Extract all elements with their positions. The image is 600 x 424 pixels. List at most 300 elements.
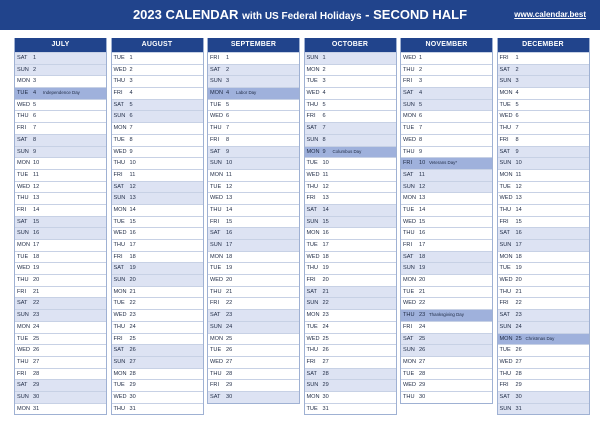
day-of-week: SAT (499, 312, 510, 319)
day-number: 1 (515, 55, 519, 61)
day-row (305, 368, 396, 380)
day-row (15, 309, 106, 321)
day-of-week: FRI (306, 358, 316, 365)
day-number: 6 (322, 113, 326, 120)
title-main: 2023 CALENDAR (132, 7, 239, 22)
day-of-week: SAT (113, 265, 124, 272)
day-number: 23 (226, 312, 233, 319)
day-row (498, 286, 589, 298)
day-of-week: WED (210, 358, 224, 365)
day-of-week: TUE (499, 183, 511, 190)
day-of-week: TUE (306, 323, 318, 330)
day-of-week: MON (17, 242, 31, 248)
day-number: 18 (33, 253, 40, 260)
day-of-week: THU (403, 148, 415, 155)
day-of-week: TUE (210, 347, 222, 354)
day-row (208, 251, 299, 263)
day-row (401, 75, 492, 87)
day-number: 2 (33, 66, 37, 73)
day-row (401, 134, 492, 146)
day-number: 13 (33, 195, 40, 202)
day-number: 19 (129, 265, 136, 272)
day-row (112, 227, 203, 239)
day-number: 20 (322, 277, 329, 284)
day-row (498, 379, 589, 391)
day-row (401, 52, 492, 64)
day-of-week: FRI (403, 242, 413, 248)
day-number: 13 (322, 195, 329, 202)
day-number: 3 (322, 78, 326, 85)
day-number: 25 (226, 335, 233, 342)
day-row (208, 309, 299, 321)
day-row (15, 64, 106, 76)
month-august (111, 38, 204, 415)
month-header: JULY (15, 38, 106, 52)
day-row (112, 286, 203, 298)
day-of-week: TUE (210, 101, 222, 108)
day-of-week: WED (499, 358, 513, 365)
day-number: 21 (226, 288, 233, 295)
day-of-week: THU (499, 370, 511, 377)
day-of-week: FRI (306, 195, 316, 202)
day-of-week: SUN (499, 160, 512, 167)
day-number: 29 (322, 382, 329, 389)
day-row (208, 262, 299, 274)
day-number: 4 (322, 90, 326, 97)
day-row (305, 169, 396, 181)
day-of-week: WED (499, 113, 513, 120)
day-of-week: SUN (210, 78, 222, 85)
day-row (208, 157, 299, 169)
day-of-week: MON (210, 90, 224, 97)
day-of-week: FRI (210, 300, 220, 307)
month-november (400, 38, 493, 404)
day-row (112, 262, 203, 274)
day-number: 9 (515, 148, 519, 155)
day-row (15, 251, 106, 263)
day-number: 5 (419, 101, 423, 108)
day-number: 16 (129, 230, 136, 237)
day-row (498, 169, 589, 181)
day-number: 18 (322, 253, 329, 260)
day-row (305, 379, 396, 391)
day-number: 13 (419, 195, 426, 202)
day-number: 28 (33, 370, 40, 377)
day-number: 1 (33, 55, 37, 61)
day-row (498, 251, 589, 263)
day-of-week: SUN (210, 242, 222, 248)
day-number: 22 (129, 300, 136, 307)
day-number: 4 (515, 90, 519, 97)
day-row (498, 52, 589, 64)
day-of-week: FRI (210, 218, 220, 225)
day-number: 4 (419, 90, 423, 97)
day-number: 12 (226, 183, 233, 190)
day-of-week: SUN (403, 347, 415, 354)
day-of-week: FRI (499, 382, 509, 389)
day-of-week: THU (113, 405, 125, 412)
day-of-week: WED (403, 55, 417, 61)
day-number: 31 (322, 405, 329, 412)
day-of-week: SAT (306, 370, 317, 377)
day-number: 13 (129, 195, 136, 202)
day-row (15, 157, 106, 169)
day-row (305, 52, 396, 64)
day-number: 11 (226, 171, 232, 178)
day-row (498, 216, 589, 228)
month-july (14, 38, 107, 415)
day-number: 26 (129, 347, 136, 354)
day-of-week: TUE (403, 288, 415, 295)
day-number: 17 (515, 242, 522, 248)
day-of-week: MON (306, 66, 320, 73)
day-row (15, 146, 106, 158)
day-row (15, 75, 106, 87)
day-number: 4 (129, 90, 133, 97)
day-number: 18 (515, 253, 522, 260)
day-row (112, 344, 203, 356)
day-of-week: FRI (210, 136, 220, 143)
day-row (305, 99, 396, 111)
day-of-week: TUE (403, 125, 415, 132)
day-of-week: WED (210, 277, 224, 284)
day-row (112, 169, 203, 181)
day-number: 23 (419, 312, 426, 319)
day-of-week: WED (113, 66, 127, 73)
day-row (112, 251, 203, 263)
day-of-week: SAT (17, 300, 28, 307)
day-number: 22 (419, 300, 426, 307)
day-of-week: SUN (306, 382, 319, 389)
day-number: 6 (515, 113, 519, 120)
day-of-week: SUN (306, 136, 319, 143)
day-row (498, 321, 589, 333)
day-of-week: SUN (17, 148, 29, 155)
day-number: 4 (226, 90, 230, 97)
day-row (15, 110, 106, 122)
day-row (112, 403, 203, 415)
day-number: 24 (33, 323, 40, 330)
day-number: 28 (419, 370, 426, 377)
day-row (305, 216, 396, 228)
day-of-week: SUN (113, 113, 126, 120)
day-of-week: WED (306, 253, 320, 260)
day-row (498, 309, 589, 321)
day-row (305, 403, 396, 415)
day-number: 31 (33, 405, 40, 412)
day-number: 19 (322, 265, 329, 272)
day-number: 17 (322, 242, 329, 248)
day-number: 26 (515, 347, 522, 354)
day-of-week: FRI (403, 323, 413, 330)
day-of-week: WED (306, 171, 320, 178)
day-row (208, 122, 299, 134)
day-row (305, 181, 396, 193)
day-of-week: MON (113, 125, 127, 132)
day-of-week: SUN (113, 195, 126, 202)
day-of-week: FRI (403, 78, 413, 85)
day-of-week: THU (113, 323, 125, 330)
day-number: 25 (33, 335, 40, 342)
day-row (208, 227, 299, 239)
day-of-week: FRI (210, 382, 220, 389)
day-number: 10 (129, 160, 136, 167)
day-number: 10 (322, 160, 329, 167)
holiday-label: Thanksgiving Day (429, 312, 464, 318)
day-of-week: MON (306, 230, 320, 237)
day-row (15, 227, 106, 239)
day-row (15, 169, 106, 181)
day-row (305, 309, 396, 321)
day-row (401, 99, 492, 111)
day-row (112, 297, 203, 309)
day-row (305, 110, 396, 122)
day-row (112, 274, 203, 286)
day-number: 2 (226, 66, 230, 73)
day-row (112, 356, 203, 368)
day-of-week: WED (403, 300, 417, 307)
day-number: 11 (515, 171, 522, 178)
day-of-week: SAT (306, 206, 317, 213)
day-of-week: SAT (113, 101, 124, 108)
day-of-week: FRI (499, 300, 509, 307)
day-of-week: SUN (306, 218, 319, 225)
day-number: 14 (419, 206, 426, 213)
day-number: 28 (226, 370, 233, 377)
day-row (498, 403, 589, 415)
day-number: 9 (129, 148, 133, 155)
day-of-week: THU (113, 78, 125, 85)
day-number: 12 (129, 183, 136, 190)
day-number: 13 (226, 195, 233, 202)
day-of-week: MON (403, 277, 417, 284)
website-link[interactable]: www.calendar.best (514, 10, 586, 19)
day-of-week: MON (499, 171, 513, 178)
day-of-week: WED (306, 335, 320, 342)
day-of-week: SAT (499, 230, 510, 237)
day-row (498, 122, 589, 134)
day-number: 23 (322, 312, 329, 319)
day-row (401, 227, 492, 239)
day-of-week: SUN (403, 183, 415, 190)
day-number: 16 (419, 230, 426, 237)
day-row (208, 344, 299, 356)
day-of-week: THU (403, 312, 415, 319)
day-row (208, 99, 299, 111)
day-row (498, 204, 589, 216)
day-of-week: TUE (113, 136, 125, 143)
day-number: 10 (226, 160, 233, 167)
day-number: 2 (419, 66, 423, 73)
day-number: 15 (322, 218, 329, 225)
day-of-week: FRI (17, 206, 27, 213)
day-row (498, 110, 589, 122)
day-number: 6 (226, 113, 230, 120)
day-row (15, 368, 106, 380)
day-number: 7 (129, 125, 133, 132)
day-row (305, 344, 396, 356)
day-number: 21 (515, 288, 522, 295)
day-of-week: WED (210, 113, 224, 120)
day-row (112, 134, 203, 146)
day-of-week: MON (306, 148, 320, 155)
day-of-week: SAT (210, 66, 221, 73)
day-row (498, 157, 589, 169)
day-row (498, 134, 589, 146)
day-number: 16 (226, 230, 233, 237)
day-row (208, 169, 299, 181)
day-number: 18 (419, 253, 426, 260)
day-of-week: THU (113, 160, 125, 167)
day-row (305, 321, 396, 333)
day-of-week: THU (306, 347, 318, 354)
day-row (208, 110, 299, 122)
day-row (208, 368, 299, 380)
day-number: 25 (419, 335, 426, 342)
day-number: 11 (129, 171, 136, 178)
day-of-week: FRI (306, 277, 316, 284)
day-number: 31 (515, 405, 522, 412)
day-number: 12 (515, 183, 522, 190)
day-row (15, 286, 106, 298)
day-number: 19 (515, 265, 522, 272)
day-of-week: FRI (17, 125, 27, 132)
day-row (401, 64, 492, 76)
day-of-week: SAT (499, 148, 510, 155)
holiday-label: Christmas Day (525, 335, 555, 341)
page-title (0, 7, 600, 22)
day-row (15, 134, 106, 146)
day-of-week: MON (17, 78, 31, 85)
day-of-week: MON (403, 113, 417, 120)
day-row (112, 333, 203, 345)
day-number: 26 (226, 347, 233, 354)
day-row (208, 75, 299, 87)
day-row (498, 368, 589, 380)
month-september (207, 38, 300, 404)
day-row (498, 181, 589, 193)
day-of-week: THU (499, 125, 511, 132)
day-row (401, 87, 492, 99)
day-number: 30 (322, 393, 329, 400)
day-number: 17 (129, 242, 136, 248)
day-number: 6 (129, 113, 133, 120)
day-row (208, 239, 299, 251)
day-of-week: THU (403, 230, 415, 237)
day-of-week: MON (306, 393, 320, 400)
day-of-week: THU (403, 393, 415, 400)
day-row (208, 286, 299, 298)
day-of-week: FRI (499, 55, 509, 61)
day-number: 8 (419, 136, 423, 143)
day-of-week: TUE (17, 171, 29, 178)
day-of-week: SAT (499, 393, 510, 400)
day-number: 1 (322, 55, 326, 61)
day-row (112, 379, 203, 391)
day-row (112, 216, 203, 228)
day-row (208, 356, 299, 368)
day-of-week: TUE (210, 265, 222, 272)
day-number: 5 (33, 101, 37, 108)
day-of-week: SAT (17, 218, 28, 225)
day-of-week: THU (113, 242, 125, 248)
day-of-week: TUE (113, 300, 125, 307)
day-of-week: FRI (17, 370, 27, 377)
day-row (401, 239, 492, 251)
month-header: OCTOBER (305, 38, 396, 52)
day-number: 20 (515, 277, 522, 284)
day-of-week: WED (403, 382, 417, 389)
day-row (15, 379, 106, 391)
day-row (401, 216, 492, 228)
day-number: 8 (226, 136, 230, 143)
day-row (15, 192, 106, 204)
day-number: 3 (419, 78, 423, 85)
day-row (15, 99, 106, 111)
day-of-week: FRI (113, 171, 123, 178)
day-of-week: TUE (113, 382, 125, 389)
day-row (401, 251, 492, 263)
day-number: 3 (515, 78, 519, 85)
day-row (498, 262, 589, 274)
day-number: 8 (129, 136, 133, 143)
day-number: 27 (129, 358, 136, 365)
day-row (208, 274, 299, 286)
day-of-week: THU (499, 288, 511, 295)
day-row (401, 333, 492, 345)
day-number: 11 (419, 171, 425, 178)
day-number: 1 (419, 55, 423, 61)
day-number: 12 (322, 183, 329, 190)
day-of-week: TUE (306, 405, 318, 412)
holiday-row (305, 146, 396, 158)
day-number: 13 (515, 195, 522, 202)
title-subtitle: with US Federal Holidays (242, 11, 362, 22)
day-row (208, 333, 299, 345)
day-of-week: SUN (403, 265, 415, 272)
day-row (15, 344, 106, 356)
day-number: 11 (322, 171, 329, 178)
day-number: 2 (129, 66, 133, 73)
day-row (305, 239, 396, 251)
day-row (401, 379, 492, 391)
day-of-week: MON (113, 370, 127, 377)
day-of-week: MON (210, 253, 224, 260)
day-of-week: MON (306, 312, 320, 319)
day-of-week: TUE (17, 253, 29, 260)
day-number: 2 (322, 66, 326, 73)
day-number: 23 (515, 312, 522, 319)
day-row (112, 52, 203, 64)
day-row (15, 356, 106, 368)
day-number: 8 (33, 136, 37, 143)
day-of-week: THU (17, 277, 29, 284)
day-number: 19 (33, 265, 40, 272)
holiday-row (401, 309, 492, 321)
day-number: 9 (322, 148, 326, 155)
day-row (208, 146, 299, 158)
day-of-week: TUE (113, 218, 125, 225)
day-number: 26 (419, 347, 426, 354)
day-row (208, 181, 299, 193)
day-row (15, 321, 106, 333)
day-row (15, 122, 106, 134)
day-number: 20 (129, 277, 136, 284)
day-number: 9 (226, 148, 230, 155)
day-of-week: FRI (499, 218, 509, 225)
day-row (498, 274, 589, 286)
day-number: 12 (33, 183, 40, 190)
